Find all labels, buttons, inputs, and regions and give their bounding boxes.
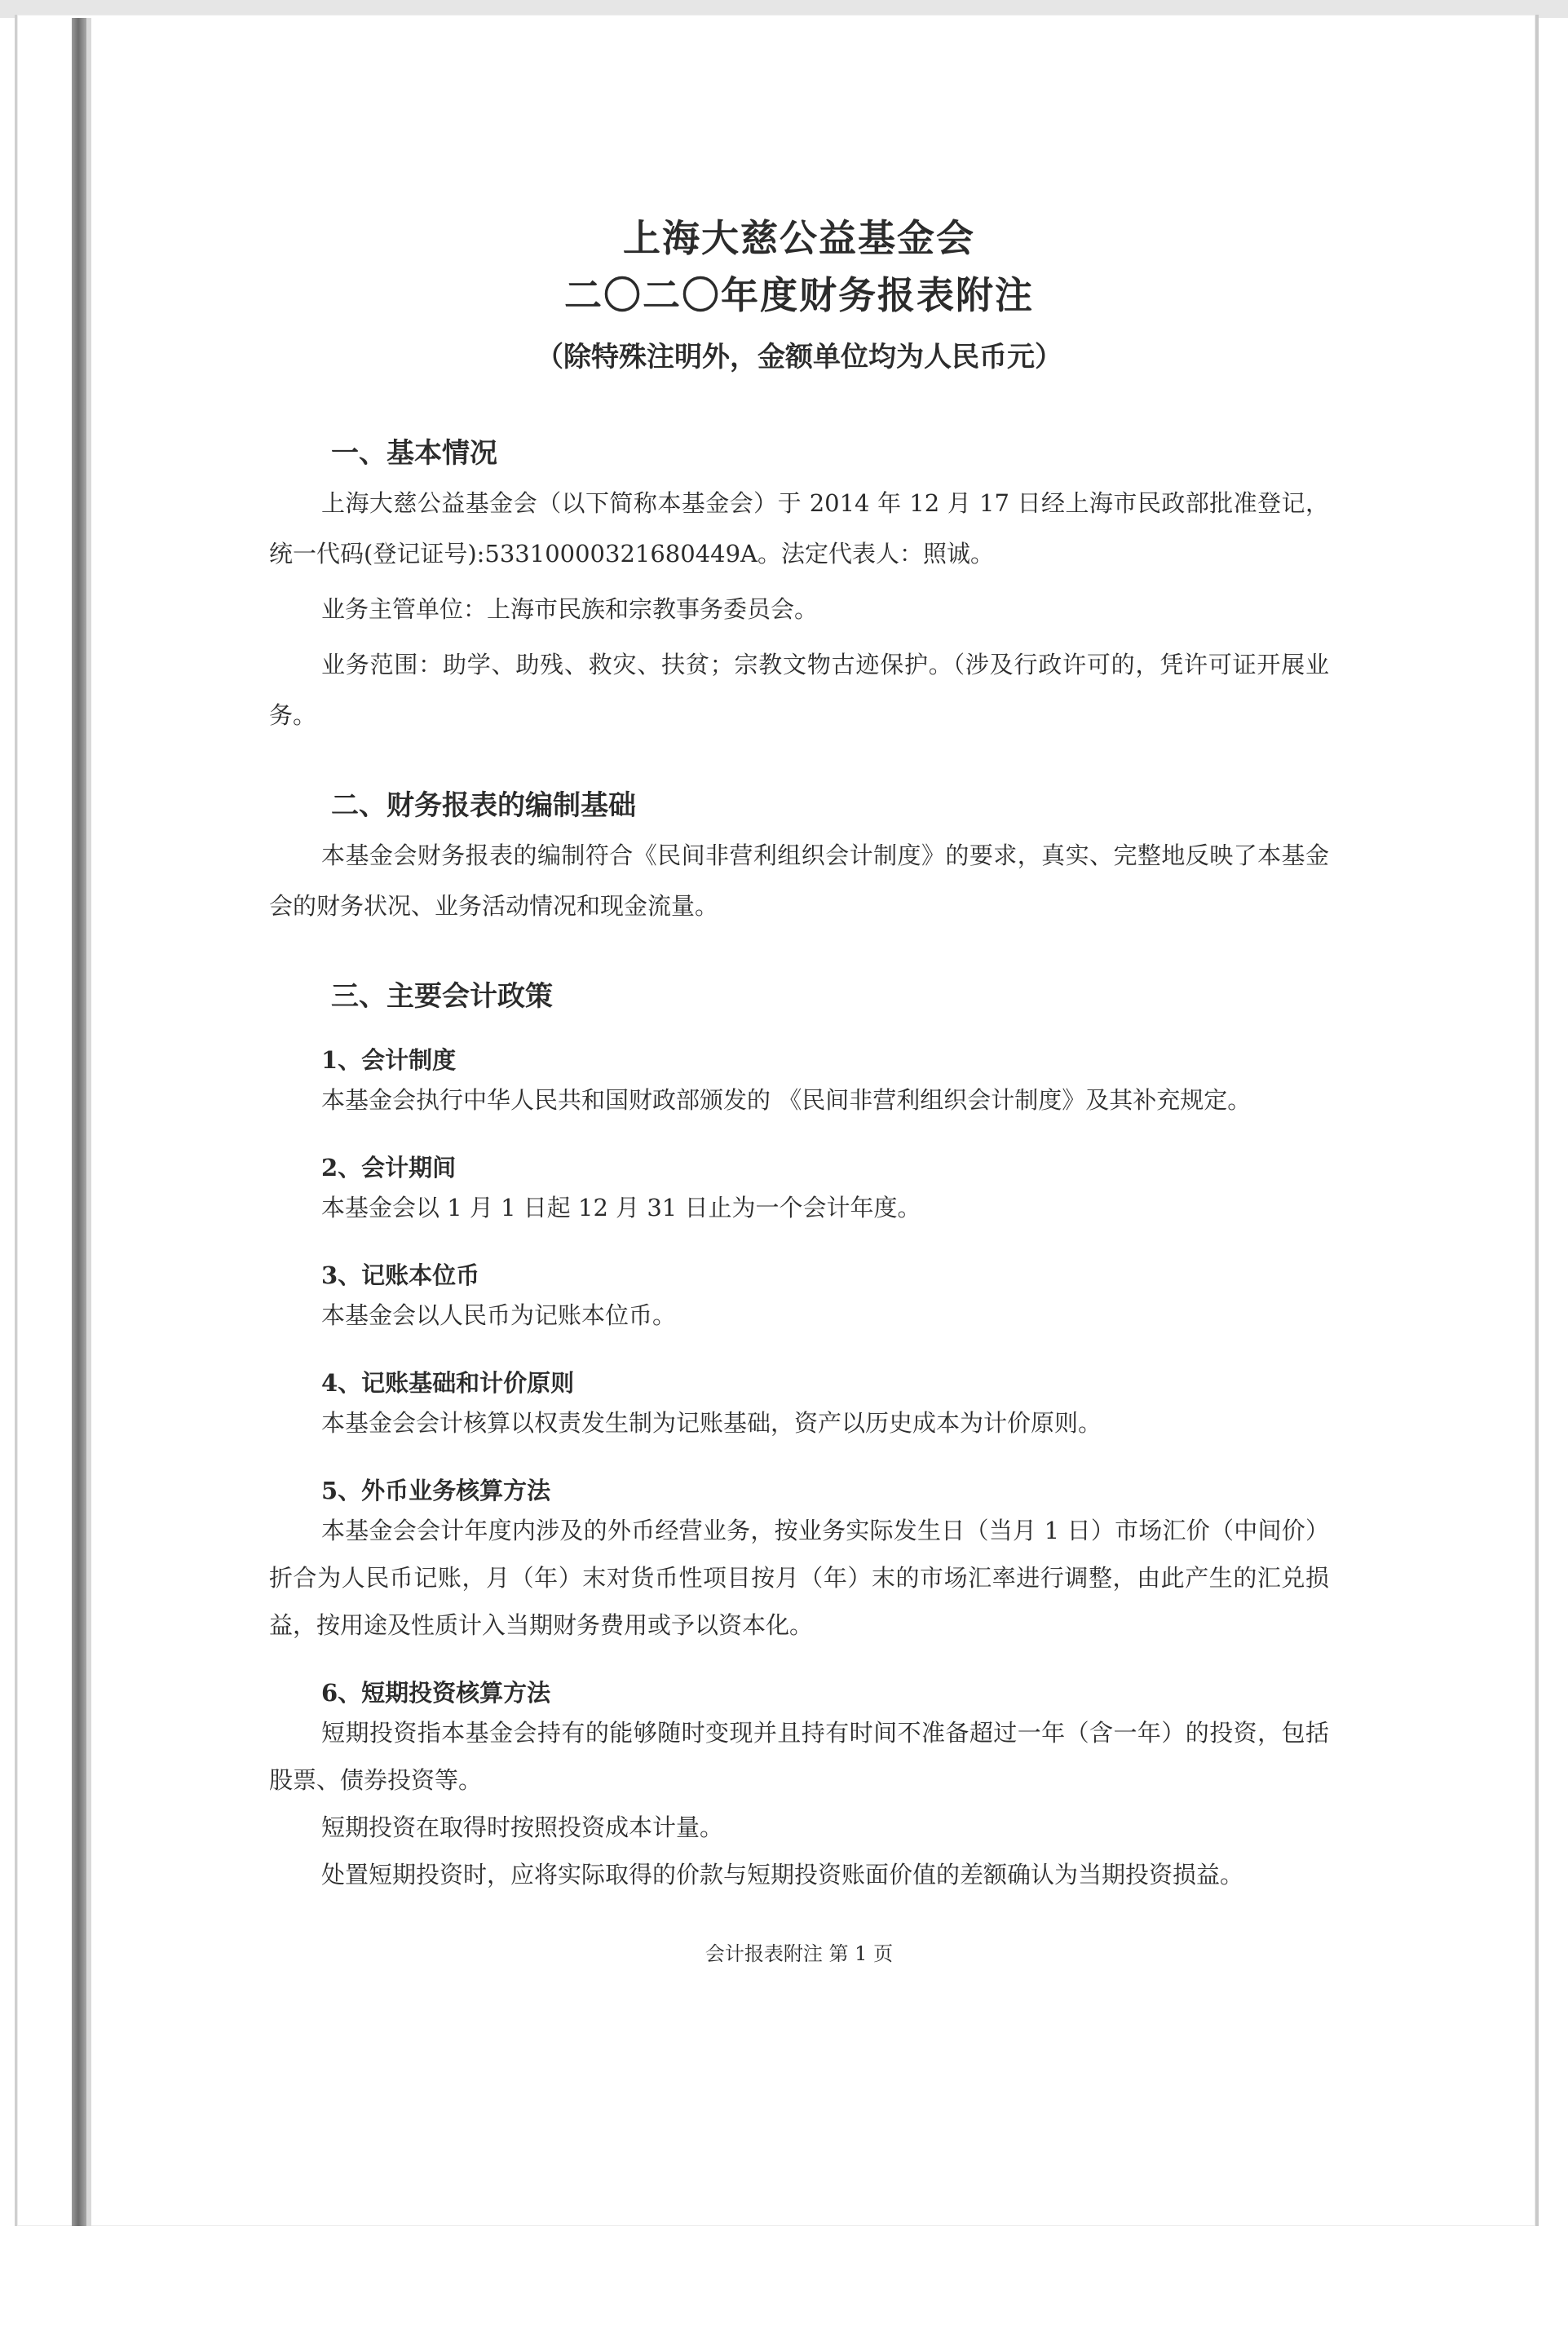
policy-text-short-term-investment-3: 处置短期投资时，应将实际取得的价款与短期投资账面价值的差额确认为当期投资损益。 — [321, 1861, 1244, 1888]
document-content — [269, 212, 1329, 1966]
section1-paragraph-2: 业务主管单位：上海市民族和宗教事务委员会。 — [321, 595, 819, 623]
section-heading-basis: 二、财务报表的编制基础 — [331, 789, 636, 822]
doc-subtitle: （除特殊注明外，金额单位均为人民币元） — [536, 341, 1062, 373]
policy-heading-basis-valuation: 4、记账基础和计价原则 — [321, 1369, 575, 1397]
page-footer: 会计报表附注 第 1 页 — [704, 1942, 894, 1965]
policy-heading-foreign-currency: 5、外币业务核算方法 — [321, 1477, 551, 1504]
section1-paragraph-1: 上海大慈公益基金会（以下简称本基金会）于 2014 年 12 月 17 日经上海市民政部批准登记，统一代码(登记证号):53310000321680449A。法定代表人：照诚。 — [269, 489, 1329, 568]
policy-text-accounting-period: 本基金会以 1 月 1 日起 12 月 31 日止为一个会计年度。 — [321, 1194, 921, 1221]
policy-heading-currency: 3、记账本位币 — [321, 1261, 480, 1289]
policy-heading-accounting-period: 2、会计期间 — [321, 1154, 457, 1182]
section-heading-policies: 三、主要会计政策 — [331, 980, 553, 1013]
section2-paragraph-1: 本基金会财务报表的编制符合《民间非营利组织会计制度》的要求，真实、完整地反映了本基金会的财务状况、业务活动情况和现金流量。 — [269, 842, 1329, 920]
policy-text-currency: 本基金会以人民币为记账本位币。 — [321, 1301, 677, 1329]
page-binding-highlight — [86, 18, 91, 2226]
page-binding-edge — [72, 18, 86, 2226]
policy-text-short-term-investment-2: 短期投资在取得时按照投资成本计量。 — [321, 1813, 724, 1841]
policy-heading-accounting-system: 1、会计制度 — [321, 1046, 457, 1074]
policy-heading-short-term-investment: 6、短期投资核算方法 — [321, 1679, 551, 1707]
section1-paragraph-3: 业务范围：助学、助残、救灾、扶贫；宗教文物古迹保护。（涉及行政许可的，凭许可证开展业务。 — [269, 651, 1329, 729]
policy-text-short-term-investment-1: 短期投资指本基金会持有的能够随时变现并且持有时间不准备超过一年（含一年）的投资，包括股票、债券投资等。 — [269, 1719, 1329, 1794]
doc-title-org: 上海大慈公益基金会 — [623, 216, 975, 260]
policy-text-foreign-currency: 本基金会会计年度内涉及的外币经营业务，按业务实际发生日（当月 1 日）市场汇价（中间价）折合为人民币记账，月（年）末对货币性项目按月（年）末的市场汇率进行调整，由此产生的汇兑损益，按用途及性质计入当期财务费用或予以资本化。 — [269, 1517, 1329, 1639]
doc-title-report: 二〇二〇年度财务报表附注 — [564, 273, 1034, 317]
policy-text-basis-valuation: 本基金会会计核算以权责发生制为记账基础，资产以历史成本为计价原则。 — [321, 1409, 1102, 1437]
section-heading-basic-info: 一、基本情况 — [331, 437, 497, 470]
policy-text-accounting-system: 本基金会执行中华人民共和国财政部颁发的 《民间非营利组织会计制度》及其补充规定。 — [321, 1086, 1252, 1114]
